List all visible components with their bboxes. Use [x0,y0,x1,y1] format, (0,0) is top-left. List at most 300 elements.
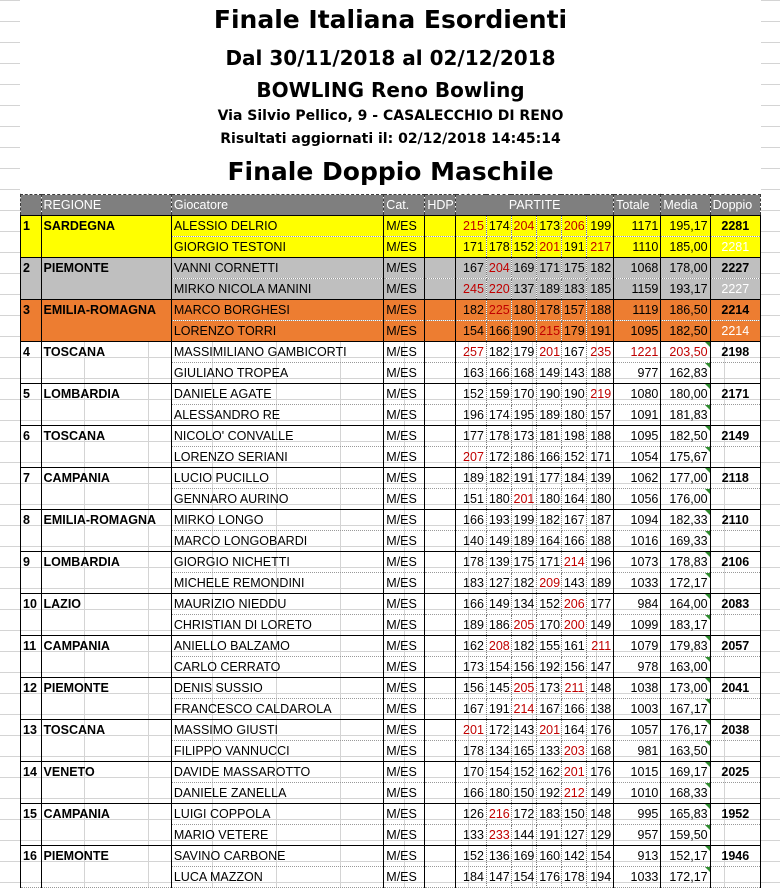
player-name: ALESSIO DELRIO [171,216,383,237]
player-total: 1073 [614,552,661,573]
game-score: 189 [537,279,562,300]
game-score: 129 [587,825,614,846]
team-position-empty [21,489,42,510]
table-row [21,237,761,258]
team-position: 10 [21,594,42,615]
player-handicap [425,657,456,678]
game-score: 147 [486,867,511,888]
team-doppio-score: 2198 [710,342,760,363]
table-row [21,846,761,867]
game-score: 245 [456,279,487,300]
player-handicap [425,552,456,573]
team-region: PIEMONTE [41,678,171,699]
game-score: 154 [587,846,614,867]
game-score: 188 [587,426,614,447]
game-score: 152 [537,594,562,615]
table-row [21,531,761,552]
player-category: M/ES [384,447,425,468]
table-row [21,573,761,594]
player-average: 172,17 [661,573,710,594]
team-doppio-score: 2057 [710,636,760,657]
team-doppio-score: 2083 [710,594,760,615]
player-name: LUIGI COPPOLA [171,804,383,825]
game-score: 166 [537,447,562,468]
player-category: M/ES [384,804,425,825]
game-score: 169 [511,258,537,279]
game-score: 179 [561,321,587,342]
player-total: 1094 [614,510,661,531]
player-name: VANNI CORNETTI [171,258,383,279]
game-score: 194 [587,867,614,888]
player-name: MARCO LONGOBARDI [171,531,383,552]
game-score: 152 [456,384,487,405]
player-category: M/ES [384,867,425,888]
game-score: 177 [456,426,487,447]
player-average: 176,00 [661,489,710,510]
game-score: 217 [587,237,614,258]
game-score: 182 [511,573,537,594]
player-total: 1057 [614,720,661,741]
game-score: 148 [587,804,614,825]
event-subtitle: Finale Doppio Maschile [227,157,554,186]
game-score: 180 [511,300,537,321]
team-doppio-score: 2041 [710,678,760,699]
game-score: 136 [486,846,511,867]
player-category: M/ES [384,657,425,678]
game-score: 211 [587,636,614,657]
table-row [21,594,761,615]
team-doppio-score: 2149 [710,426,760,447]
game-score: 176 [587,720,614,741]
team-position: 14 [21,762,42,783]
player-average: 177,00 [661,468,710,489]
player-name: MARCO BORGHESI [171,300,383,321]
game-score: 184 [561,468,587,489]
game-score: 167 [561,342,587,363]
team-region-empty [41,279,171,300]
player-total: 1080 [614,384,661,405]
table-row [21,741,761,762]
game-score: 164 [537,531,562,552]
team-region-empty [41,237,171,258]
player-average: 167,17 [661,699,710,720]
table-row [21,300,761,321]
team-position: 9 [21,552,42,573]
team-doppio-score: 1946 [710,846,760,867]
player-handicap [425,867,456,888]
player-handicap [425,762,456,783]
team-region: TOSCANA [41,342,171,363]
player-category: M/ES [384,258,425,279]
team-position-empty [21,279,42,300]
player-name: ALESSANDRO RE [171,405,383,426]
player-total: 1056 [614,489,661,510]
player-name: LORENZO TORRI [171,321,383,342]
table-row [21,657,761,678]
game-score: 143 [561,573,587,594]
table-row [21,783,761,804]
game-score: 178 [561,867,587,888]
team-position: 1 [21,216,42,237]
game-score: 170 [537,615,562,636]
game-score: 133 [456,825,487,846]
game-score: 159 [486,384,511,405]
game-score: 182 [511,636,537,657]
team-position: 16 [21,846,42,867]
game-score: 154 [486,657,511,678]
team-doppio-empty [710,447,760,468]
player-total: 977 [614,363,661,384]
team-doppio-empty [710,489,760,510]
game-score: 183 [537,804,562,825]
player-category: M/ES [384,678,425,699]
game-score: 205 [511,678,537,699]
game-score: 166 [486,321,511,342]
player-handicap [425,573,456,594]
game-score: 182 [587,258,614,279]
player-total: 1016 [614,531,661,552]
player-total: 1068 [614,258,661,279]
player-handicap [425,846,456,867]
player-category: M/ES [384,699,425,720]
game-score: 149 [486,531,511,552]
player-handicap [425,783,456,804]
table-header-row [21,195,761,216]
game-score: 200 [561,615,587,636]
game-score: 207 [456,447,487,468]
team-position-empty [21,447,42,468]
player-name: DAVIDE MASSAROTTO [171,762,383,783]
game-score: 172 [511,804,537,825]
game-score: 180 [486,783,511,804]
player-name: LUCIO PUCILLO [171,468,383,489]
table-row [21,258,761,279]
game-score: 204 [511,216,537,237]
game-score: 139 [587,468,614,489]
team-region: TOSCANA [41,720,171,741]
team-doppio-ghost: 2281 [710,237,760,258]
game-score: 203 [561,741,587,762]
game-score: 193 [486,510,511,531]
game-score: 212 [561,783,587,804]
game-score: 179 [511,342,537,363]
team-doppio-score: 2281 [710,216,760,237]
table-row [21,720,761,741]
player-category: M/ES [384,762,425,783]
player-category: M/ES [384,846,425,867]
player-category: M/ES [384,594,425,615]
game-score: 150 [511,783,537,804]
team-doppio-empty [710,405,760,426]
team-region-empty [41,783,171,804]
game-score: 189 [587,573,614,594]
game-score: 205 [511,615,537,636]
table-row [21,405,761,426]
team-region: LOMBARDIA [41,552,171,573]
game-score: 149 [537,363,562,384]
player-handicap [425,363,456,384]
player-total: 1033 [614,867,661,888]
player-handicap [425,300,456,321]
player-handicap [425,468,456,489]
game-score: 173 [537,216,562,237]
player-total: 1003 [614,699,661,720]
team-position-empty [21,573,42,594]
team-region: PIEMONTE [41,258,171,279]
table-row [21,510,761,531]
table-row [21,615,761,636]
team-region: LAZIO [41,594,171,615]
game-score: 149 [587,783,614,804]
team-doppio-score: 1952 [710,804,760,825]
game-score: 184 [456,867,487,888]
game-score: 145 [486,678,511,699]
game-score: 188 [587,363,614,384]
game-score: 219 [587,384,614,405]
player-average: 163,50 [661,741,710,762]
table-row [21,426,761,447]
game-score: 195 [511,405,537,426]
game-score: 152 [511,762,537,783]
game-score: 170 [456,762,487,783]
player-total: 957 [614,825,661,846]
game-score: 190 [561,384,587,405]
team-doppio-empty [710,699,760,720]
game-score: 216 [486,804,511,825]
table-row [21,762,761,783]
player-average: 165,83 [661,804,710,825]
player-name: FILIPPO VANNUCCI [171,741,383,762]
player-category: M/ES [384,237,425,258]
player-total: 1091 [614,405,661,426]
game-score: 178 [456,741,487,762]
game-score: 167 [456,699,487,720]
player-category: M/ES [384,216,425,237]
player-average: 182,50 [661,321,710,342]
player-category: M/ES [384,405,425,426]
team-region-empty [41,531,171,552]
team-region: VENETO [41,762,171,783]
team-region-empty [41,363,171,384]
player-handicap [425,258,456,279]
player-name: MIRKO LONGO [171,510,383,531]
team-doppio-empty [710,783,760,804]
player-category: M/ES [384,720,425,741]
game-score: 191 [587,321,614,342]
game-score: 183 [561,279,587,300]
player-average: 162,83 [661,363,710,384]
game-score: 185 [587,279,614,300]
team-doppio-ghost: 2227 [710,279,760,300]
game-score: 163 [456,363,487,384]
game-score: 201 [537,720,562,741]
col-header-pos [21,195,42,216]
game-score: 157 [561,300,587,321]
table-row [21,678,761,699]
team-position-empty [21,363,42,384]
team-position: 4 [21,342,42,363]
player-name: GIORGIO NICHETTI [171,552,383,573]
player-category: M/ES [384,384,425,405]
player-category: M/ES [384,321,425,342]
game-score: 190 [537,384,562,405]
team-position: 15 [21,804,42,825]
player-name: CARLO CERRATO [171,657,383,678]
team-position-empty [21,825,42,846]
team-position: 13 [21,720,42,741]
team-position-empty [21,867,42,888]
team-region: CAMPANIA [41,804,171,825]
col-header-doppio: Doppio [710,195,760,216]
player-category: M/ES [384,825,425,846]
player-average: 182,50 [661,426,710,447]
game-score: 168 [511,363,537,384]
game-score: 182 [456,300,487,321]
game-score: 180 [587,489,614,510]
player-handicap [425,825,456,846]
player-total: 1015 [614,762,661,783]
game-score: 166 [561,699,587,720]
game-score: 211 [561,678,587,699]
team-region-empty [41,405,171,426]
game-score: 192 [537,657,562,678]
player-category: M/ES [384,615,425,636]
game-score: 166 [456,594,487,615]
game-score: 187 [587,510,614,531]
game-score: 199 [587,216,614,237]
player-name: MASSIMO GIUSTI [171,720,383,741]
player-name: FRANCESCO CALDAROLA [171,699,383,720]
player-total: 1033 [614,573,661,594]
game-score: 162 [537,762,562,783]
player-category: M/ES [384,531,425,552]
game-score: 169 [511,846,537,867]
table-row [21,636,761,657]
game-score: 172 [486,447,511,468]
game-score: 186 [486,615,511,636]
player-handicap [425,216,456,237]
game-score: 157 [587,405,614,426]
game-score: 144 [511,825,537,846]
table-row [21,321,761,342]
game-score: 176 [537,867,562,888]
player-handicap [425,720,456,741]
player-name: DENIS SUSSIO [171,678,383,699]
col-header-cat: Cat. [384,195,425,216]
game-score: 204 [486,258,511,279]
game-score: 166 [486,363,511,384]
table-row [21,384,761,405]
col-header-hdp: HDP [425,195,456,216]
team-doppio-empty [710,531,760,552]
player-handicap [425,636,456,657]
team-doppio-score: 2110 [710,510,760,531]
team-doppio-score: 2106 [710,552,760,573]
player-average: 181,83 [661,405,710,426]
player-handicap [425,741,456,762]
team-doppio-empty [710,657,760,678]
game-score: 196 [456,405,487,426]
game-score: 154 [486,762,511,783]
player-name: ANIELLO BALZAMO [171,636,383,657]
player-average: 168,33 [661,783,710,804]
game-score: 177 [537,468,562,489]
game-score: 182 [486,342,511,363]
game-score: 154 [456,321,487,342]
player-average: 169,17 [661,762,710,783]
game-score: 166 [456,510,487,531]
venue-address: Via Silvio Pellico, 9 - CASALECCHIO DI RENO [217,108,564,124]
player-total: 1171 [614,216,661,237]
team-position: 3 [21,300,42,321]
report-title: Finale Italiana Esordienti [213,5,568,34]
game-score: 156 [561,657,587,678]
game-score: 168 [587,741,614,762]
player-handicap [425,426,456,447]
team-doppio-empty [710,615,760,636]
player-name: GENNARO AURINO [171,489,383,510]
team-doppio-score: 2227 [710,258,760,279]
game-score: 188 [587,300,614,321]
player-category: M/ES [384,342,425,363]
game-score: 174 [486,216,511,237]
game-score: 182 [537,510,562,531]
game-score: 181 [537,426,562,447]
player-handicap [425,804,456,825]
game-score: 182 [486,468,511,489]
game-score: 156 [511,657,537,678]
game-score: 134 [511,594,537,615]
player-category: M/ES [384,783,425,804]
player-average: 185,00 [661,237,710,258]
game-score: 140 [456,531,487,552]
last-updated: Risultati aggiornati il: 02/12/2018 14:45:14 [220,131,561,147]
player-total: 1038 [614,678,661,699]
player-name: MIRKO NICOLA MANINI [171,279,383,300]
game-score: 149 [486,594,511,615]
player-name: SAVINO CARBONE [171,846,383,867]
team-region-empty [41,573,171,594]
table-row [21,699,761,720]
team-position: 7 [21,468,42,489]
player-average: 180,00 [661,384,710,405]
team-position-empty [21,783,42,804]
team-doppio-score: 2038 [710,720,760,741]
player-category: M/ES [384,552,425,573]
team-position: 2 [21,258,42,279]
player-average: 195,17 [661,216,710,237]
player-average: 182,33 [661,510,710,531]
player-name: MARIO VETERE [171,825,383,846]
player-category: M/ES [384,426,425,447]
player-handicap [425,531,456,552]
player-category: M/ES [384,510,425,531]
team-doppio-score: 2171 [710,384,760,405]
game-score: 189 [511,531,537,552]
team-region-empty [41,447,171,468]
team-region-empty [41,867,171,888]
game-score: 233 [486,825,511,846]
game-score: 127 [561,825,587,846]
col-header-partite: PARTITE [456,195,614,216]
player-handicap [425,594,456,615]
table-row [21,804,761,825]
table-row [21,489,761,510]
team-position-empty [21,741,42,762]
game-score: 178 [486,426,511,447]
game-score: 166 [456,783,487,804]
game-score: 138 [587,699,614,720]
